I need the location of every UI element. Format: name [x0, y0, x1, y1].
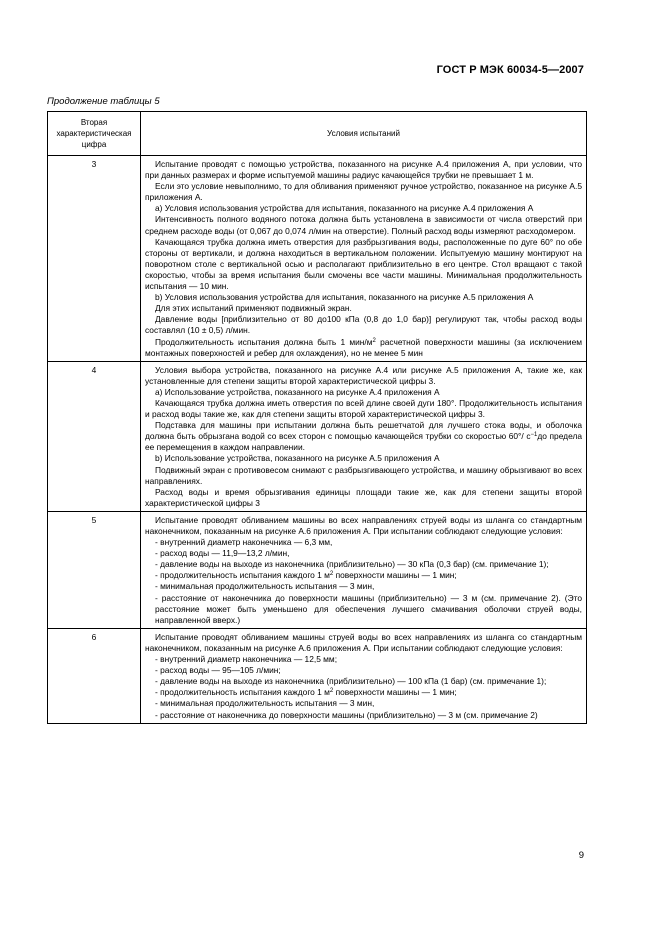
list-item: - расход воды — 95—105 л/мин;: [155, 665, 281, 676]
conditions-cell: [141, 511, 587, 628]
conditions-cell: [141, 628, 587, 723]
standard-designation: ГОСТ Р МЭК 60034-5—2007: [436, 64, 584, 76]
paragraph: а) Использование устройства, показанного на рисунке А.4 приложения А: [155, 386, 440, 397]
list-item: - внутренний диаметр наконечника — 12,5 мм;: [155, 654, 338, 665]
table-header-row: [48, 112, 587, 156]
digit-cell: 5: [48, 511, 141, 628]
paragraph: Качающаяся трубка должна иметь отверстия по всей длине своей дуги 180°. Продолжительность испытания и расход воды такие же, как для степени защиты второй характеристической цифры 3.: [145, 397, 582, 420]
paragraph: b) Условия использования устройства для испытания, показанного на рисунке А.5 приложения А: [155, 292, 534, 303]
list-item: - минимальная продолжительность испытания — 3 мин,: [155, 698, 375, 709]
paragraph: Давление воды [приблизительно от 80 до100 кПа (0,8 до 1,0 бар)] регулируют так, чтобы расход воды составлял (10 ± 0,5) л/мин.: [145, 314, 582, 336]
paragraph: Расход воды и время обрызгивания единицы площади такие же, как для степени защиты второй характеристической цифры 3: [145, 486, 582, 508]
superscript: 2: [329, 688, 334, 695]
list-item: - расстояние от наконечника до поверхности машины (приблизительно) — 3 м (см. примечание 2): [155, 709, 538, 720]
superscript: 2: [329, 571, 334, 578]
list-item: - минимальная продолжительность испытания — 3 мин,: [155, 581, 375, 592]
paragraph: b) Использование устройства, показанного на рисунке А.5 приложения А: [155, 453, 440, 464]
conditions-cell: [141, 156, 587, 362]
superscript: 2: [372, 337, 376, 344]
digit-cell: 6: [48, 628, 141, 723]
list-item: - давление воды на выходе из наконечника (приблизительно) — 100 кПа (1 бар) (см. примечание 1);: [155, 676, 547, 687]
conditions-cell: [141, 361, 587, 511]
paragraph: [145, 420, 582, 453]
list-item: - расход воды — 11,9—13,2 л/мин,: [155, 548, 290, 559]
paragraph: Испытание проводят обливанием машины во всех направлениях струей воды из шланга со стандартным наконечником, показанным на рисунке А.6 приложения А. При испытании соблюдают следующие условия:: [145, 514, 582, 536]
column-header-digit: Вторая характеристическая цифра: [48, 112, 141, 156]
digit-cell: 3: [48, 156, 141, 362]
table-row: [48, 156, 587, 362]
list-item: [145, 687, 582, 698]
table-row: [48, 361, 587, 511]
text-part: - продолжительность испытания каждого 1 м: [155, 570, 330, 581]
list-item: - внутренний диаметр наконечника — 6,3 мм,: [155, 537, 333, 548]
paragraph: Подвижный экран с противовесом снимают с разбрызгивающего устройства, и машину обрызгивают во всех направлениях.: [145, 464, 582, 486]
paragraph: а) Условия использования устройства для испытания, показанного на рисунке А.4 приложения А: [155, 203, 534, 214]
paragraph: Условия выбора устройства, показанного на рисунке А.4 или рисунке А.5 приложения А, такие же, как установленные для степени защиты второй характеристической цифры 3.: [145, 364, 582, 386]
list-item: [145, 570, 582, 581]
text-part: Подставка для машины при испытании должна быть решетчатой для лучшего стока воды, и оболочка должна быть обрызгана водой со всех сторон с помощью качающейся трубки со скоростью 60°/ с: [145, 420, 582, 442]
text-part: поверхности машины — 1 мин;: [333, 570, 457, 581]
superscript: −1: [530, 432, 538, 439]
text-part: Продолжительность испытания должна быть 1 мин/м: [155, 336, 373, 347]
test-conditions-table: [47, 111, 587, 724]
text-part: поверхности машины — 1 мин;: [333, 687, 457, 698]
paragraph: Для этих испытаний применяют подвижный экран.: [155, 303, 352, 314]
text-part: - продолжительность испытания каждого 1 м: [155, 687, 330, 698]
list-item: - давление воды на выходе из наконечника (приблизительно) — 30 кПа (0,3 бар) (см. примечание 1);: [155, 559, 549, 570]
table-row: [48, 628, 587, 723]
paragraph: Испытание проводят обливанием машины струей воды во всех направлениях из шланга со стандартным наконечником, показанным на рисунке А.6 приложения А. При испытании соблюдают следующие условия:: [145, 631, 582, 653]
text-part: до предела ее перемещения в каждом направлении.: [145, 431, 582, 453]
table-caption: Продолжение таблицы 5: [47, 96, 160, 107]
list-item: - расстояние от наконечника до поверхности машины (приблизительно) — 3 м (см. примечание 2). (Это расстояние может быть уменьшено для обеспечения лучшего смачивания оболочки струей воды, направленной вверх.): [155, 592, 582, 625]
paragraph: Если это условие невыполнимо, то для обливания применяют ручное устройство, показанное на рисунке А.5 приложения А.: [145, 181, 582, 203]
column-header-conditions: Условия испытаний: [141, 112, 587, 156]
paragraph: Качающаяся трубка должна иметь отверстия для разбрызгивания воды, расположенные по дуге 60° по обе стороны от вертикали, и должна находиться в вертикальном положении. Испытуемую машину монтируют на поворотном столе с вертикальной осью и располагают приблизительно в его центре. Стол вращают с такой скоростью, чтобы за время испытания были смочены все части машины. Минимальная продолжительность испытания — 10 мин.: [145, 236, 582, 292]
paragraph: [145, 337, 582, 359]
digit-cell: 4: [48, 361, 141, 511]
paragraph: Интенсивность полного водяного потока должна быть установлена в зависимости от числа отверстий при среднем расходе воды (от 0,067 до 0,074 л/мин на отверстие). Полный расход воды измеряют расходомером.: [145, 214, 582, 236]
table-row: [48, 511, 587, 628]
text-part: расчетной поверхности машины (за исключением монтажных поверхностей и ребер для охлаждения), но не менее 5 мин: [145, 336, 582, 358]
page-number: 9: [578, 850, 584, 861]
paragraph: Испытание проводят с помощью устройства, показанного на рисунке А.4 приложения А, при условии, что при данных размерах и форме испытуемой машины радиус качающейся трубки не превышает 1 м.: [145, 159, 582, 181]
